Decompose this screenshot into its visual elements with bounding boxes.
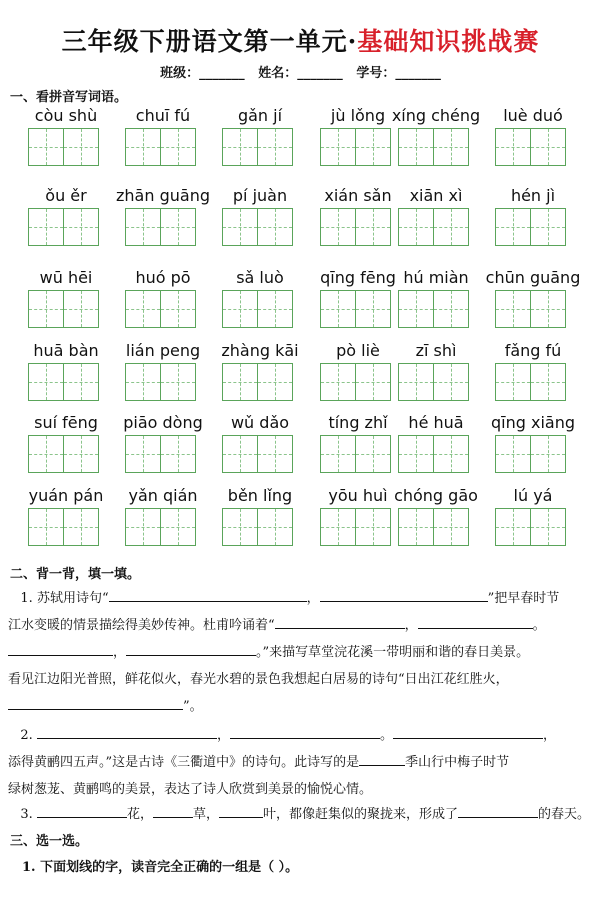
blank[interactable] xyxy=(458,802,538,818)
writing-boxes xyxy=(320,508,389,546)
q1-number: 1. xyxy=(20,591,33,606)
tian-zi-box[interactable] xyxy=(160,128,196,166)
tian-zi-box[interactable] xyxy=(433,128,469,166)
tian-zi-box[interactable] xyxy=(28,208,64,246)
pinyin-label: zhàng kāi xyxy=(221,341,299,360)
pinyin-label: pò liè xyxy=(336,341,380,360)
writing-boxes xyxy=(495,435,564,473)
blank[interactable] xyxy=(8,694,183,710)
pinyin-label: chūn guāng xyxy=(485,268,581,287)
pinyin-label: sǎ luò xyxy=(236,268,284,287)
question-2: 2. ， 。 ， 添得黄鹂四五声。”这是古诗《三衢道中》的诗句。此诗写的是 季山行中梅子时节 绿树葱茏、黄鹂鸣的美景，表达了诗人欣赏到美景的愉悦心情。 xyxy=(8,722,598,803)
writing-boxes xyxy=(320,290,389,328)
tian-zi-box[interactable] xyxy=(320,435,356,473)
blank[interactable] xyxy=(275,613,405,629)
q3-number: 3. xyxy=(20,807,33,822)
tian-zi-box[interactable] xyxy=(355,435,391,473)
tian-zi-box[interactable] xyxy=(222,435,258,473)
pinyin-label: qīng xiāng xyxy=(491,413,575,432)
tian-zi-box[interactable] xyxy=(28,128,64,166)
pinyin-label: lú yá xyxy=(513,486,553,505)
pinyin-label: chóng gāo xyxy=(394,486,478,505)
pinyin-label: chuī fú xyxy=(135,106,191,125)
tian-zi-box[interactable] xyxy=(257,508,293,546)
tian-zi-box[interactable] xyxy=(530,508,566,546)
tian-zi-box[interactable] xyxy=(398,363,434,401)
tian-zi-box[interactable] xyxy=(320,128,356,166)
tian-zi-box[interactable] xyxy=(355,363,391,401)
writing-boxes xyxy=(28,128,97,166)
tian-zi-box[interactable] xyxy=(355,290,391,328)
pinyin-label: hé huā xyxy=(408,413,464,432)
tian-zi-box[interactable] xyxy=(433,435,469,473)
blank[interactable] xyxy=(37,802,127,818)
writing-boxes xyxy=(495,508,564,546)
writing-boxes xyxy=(398,435,467,473)
question-3: 3. 花， 草， 叶，都像赶集似的聚拢来，形成了 的春天。 xyxy=(8,801,598,828)
blank[interactable] xyxy=(230,723,380,739)
tian-zi-box[interactable] xyxy=(222,363,258,401)
section-3-heading: 三、选一选。 xyxy=(10,834,89,849)
tian-zi-box[interactable] xyxy=(257,128,293,166)
writing-boxes xyxy=(398,508,467,546)
pinyin-label: xíng chéng xyxy=(391,106,481,125)
section-2-heading: 二、背一背，填一填。 xyxy=(10,567,141,582)
pinyin-label: huā bàn xyxy=(33,341,99,360)
writing-boxes xyxy=(222,508,291,546)
section-3-question-1: 1. 下面划线的字，读音完全正确的一组是（ ）。 xyxy=(22,860,299,875)
tian-zi-box[interactable] xyxy=(125,363,161,401)
tian-zi-box[interactable] xyxy=(63,363,99,401)
blank[interactable] xyxy=(126,640,256,656)
blank[interactable] xyxy=(153,802,193,818)
writing-boxes xyxy=(222,208,291,246)
tian-zi-box[interactable] xyxy=(355,128,391,166)
pinyin-label: hú miàn xyxy=(403,268,469,287)
tian-zi-box[interactable] xyxy=(257,363,293,401)
pinyin-label: tíng zhǐ xyxy=(328,413,388,432)
pinyin-label: lián peng xyxy=(125,341,201,360)
writing-boxes xyxy=(495,208,564,246)
pinyin-label: qīng fēng xyxy=(320,268,396,287)
tian-zi-box[interactable] xyxy=(63,508,99,546)
tian-zi-box[interactable] xyxy=(125,508,161,546)
tian-zi-box[interactable] xyxy=(222,128,258,166)
tian-zi-box[interactable] xyxy=(433,363,469,401)
writing-boxes xyxy=(28,435,97,473)
tian-zi-box[interactable] xyxy=(28,435,64,473)
pinyin-label: zī shì xyxy=(415,341,457,360)
writing-boxes xyxy=(125,363,194,401)
blank[interactable] xyxy=(418,613,533,629)
title-highlight: 基础知识挑战赛 xyxy=(357,27,540,56)
writing-boxes xyxy=(398,128,467,166)
writing-boxes xyxy=(222,128,291,166)
writing-boxes xyxy=(222,435,291,473)
tian-zi-box[interactable] xyxy=(222,290,258,328)
tian-zi-box[interactable] xyxy=(125,290,161,328)
blank[interactable] xyxy=(37,723,217,739)
pinyin-label: wǔ dǎo xyxy=(230,413,290,432)
tian-zi-box[interactable] xyxy=(530,290,566,328)
tian-zi-box[interactable] xyxy=(160,508,196,546)
pinyin-label: běn lǐng xyxy=(227,486,293,505)
tian-zi-box[interactable] xyxy=(398,508,434,546)
tian-zi-box[interactable] xyxy=(530,128,566,166)
page-title xyxy=(0,22,601,58)
pinyin-label: pí juàn xyxy=(232,186,288,205)
writing-boxes xyxy=(320,128,389,166)
pinyin-label: yuán pán xyxy=(28,486,104,505)
writing-boxes xyxy=(495,128,564,166)
question-1: 1. 苏轼用诗句“ ， ”把早春时节 江水变暖的情景描绘得美妙传神。杜甫吟诵着“ ， 。 ， 。”来描写草堂浣花溪一带明丽和谐的春日美景。 看见江边阳光普照，鲜花似火，春光水碧的景色我想起白居易的诗句“日出江花红胜火， ”。 xyxy=(8,585,598,720)
tian-zi-box[interactable] xyxy=(125,208,161,246)
pinyin-label: zhān guāng xyxy=(116,186,210,205)
writing-boxes xyxy=(28,363,97,401)
writing-boxes xyxy=(222,363,291,401)
q2-number: 2. xyxy=(20,728,33,743)
tian-zi-box[interactable] xyxy=(495,508,531,546)
tian-zi-box[interactable] xyxy=(320,508,356,546)
writing-boxes xyxy=(320,208,389,246)
writing-boxes xyxy=(125,290,194,328)
blank[interactable] xyxy=(359,750,405,766)
tian-zi-box[interactable] xyxy=(530,208,566,246)
tian-zi-box[interactable] xyxy=(398,290,434,328)
writing-boxes xyxy=(28,208,97,246)
tian-zi-box[interactable] xyxy=(495,128,531,166)
tian-zi-box[interactable] xyxy=(257,290,293,328)
tian-zi-box[interactable] xyxy=(495,290,531,328)
tian-zi-box[interactable] xyxy=(320,363,356,401)
tian-zi-box[interactable] xyxy=(160,363,196,401)
blank[interactable] xyxy=(109,586,307,602)
tian-zi-box[interactable] xyxy=(28,508,64,546)
writing-boxes xyxy=(28,290,97,328)
tian-zi-box[interactable] xyxy=(222,508,258,546)
writing-boxes xyxy=(495,290,564,328)
pinyin-label: yōu huì xyxy=(328,486,388,505)
tian-zi-box[interactable] xyxy=(160,208,196,246)
tian-zi-box[interactable] xyxy=(257,208,293,246)
tian-zi-box[interactable] xyxy=(63,128,99,166)
blank[interactable] xyxy=(219,802,263,818)
writing-boxes xyxy=(28,508,97,546)
pinyin-label: jù lǒng xyxy=(330,106,386,125)
writing-boxes xyxy=(125,508,194,546)
tian-zi-box[interactable] xyxy=(125,128,161,166)
tian-zi-box[interactable] xyxy=(530,363,566,401)
tian-zi-box[interactable] xyxy=(495,435,531,473)
blank[interactable] xyxy=(393,723,543,739)
pinyin-label: luè duó xyxy=(503,106,563,125)
writing-boxes xyxy=(125,128,194,166)
student-info-line: 班级：_______ 姓名：_______ 学号：_______ xyxy=(160,66,441,81)
pinyin-label: fǎng fú xyxy=(504,341,562,360)
tian-zi-box[interactable] xyxy=(257,435,293,473)
tian-zi-box[interactable] xyxy=(433,208,469,246)
tian-zi-box[interactable] xyxy=(28,290,64,328)
tian-zi-box[interactable] xyxy=(125,435,161,473)
tian-zi-box[interactable] xyxy=(398,208,434,246)
tian-zi-box[interactable] xyxy=(160,435,196,473)
tian-zi-box[interactable] xyxy=(433,508,469,546)
blank[interactable] xyxy=(8,640,113,656)
pinyin-label: wū hēi xyxy=(39,268,93,287)
pinyin-label: gǎn jí xyxy=(237,106,283,125)
section-1-heading: 一、看拼音写词语。 xyxy=(10,90,128,105)
tian-zi-box[interactable] xyxy=(320,290,356,328)
pinyin-label: suí fēng xyxy=(34,413,98,432)
tian-zi-box[interactable] xyxy=(398,128,434,166)
pinyin-label: ǒu ěr xyxy=(45,186,87,205)
tian-zi-box[interactable] xyxy=(222,208,258,246)
tian-zi-box[interactable] xyxy=(63,208,99,246)
pinyin-label: xián sǎn xyxy=(324,186,392,205)
writing-boxes xyxy=(398,290,467,328)
writing-boxes xyxy=(320,435,389,473)
pinyin-label: huó pō xyxy=(135,268,191,287)
tian-zi-box[interactable] xyxy=(398,435,434,473)
writing-boxes xyxy=(125,208,194,246)
tian-zi-box[interactable] xyxy=(433,290,469,328)
writing-boxes xyxy=(398,363,467,401)
tian-zi-box[interactable] xyxy=(355,508,391,546)
pinyin-label: xiān xì xyxy=(409,186,463,205)
writing-boxes xyxy=(320,363,389,401)
blank[interactable] xyxy=(320,586,488,602)
writing-boxes xyxy=(495,363,564,401)
pinyin-label: hén jì xyxy=(510,186,556,205)
title-main: 三年级下册语文第一单元· xyxy=(61,27,358,56)
tian-zi-box[interactable] xyxy=(28,363,64,401)
tian-zi-box[interactable] xyxy=(495,208,531,246)
tian-zi-box[interactable] xyxy=(63,435,99,473)
tian-zi-box[interactable] xyxy=(63,290,99,328)
tian-zi-box[interactable] xyxy=(160,290,196,328)
pinyin-label: còu shù xyxy=(34,106,98,125)
pinyin-label: piāo dòng xyxy=(123,413,203,432)
tian-zi-box[interactable] xyxy=(495,363,531,401)
writing-boxes xyxy=(125,435,194,473)
tian-zi-box[interactable] xyxy=(320,208,356,246)
tian-zi-box[interactable] xyxy=(530,435,566,473)
writing-boxes xyxy=(398,208,467,246)
pinyin-label: yǎn qián xyxy=(128,486,198,505)
tian-zi-box[interactable] xyxy=(355,208,391,246)
writing-boxes xyxy=(222,290,291,328)
